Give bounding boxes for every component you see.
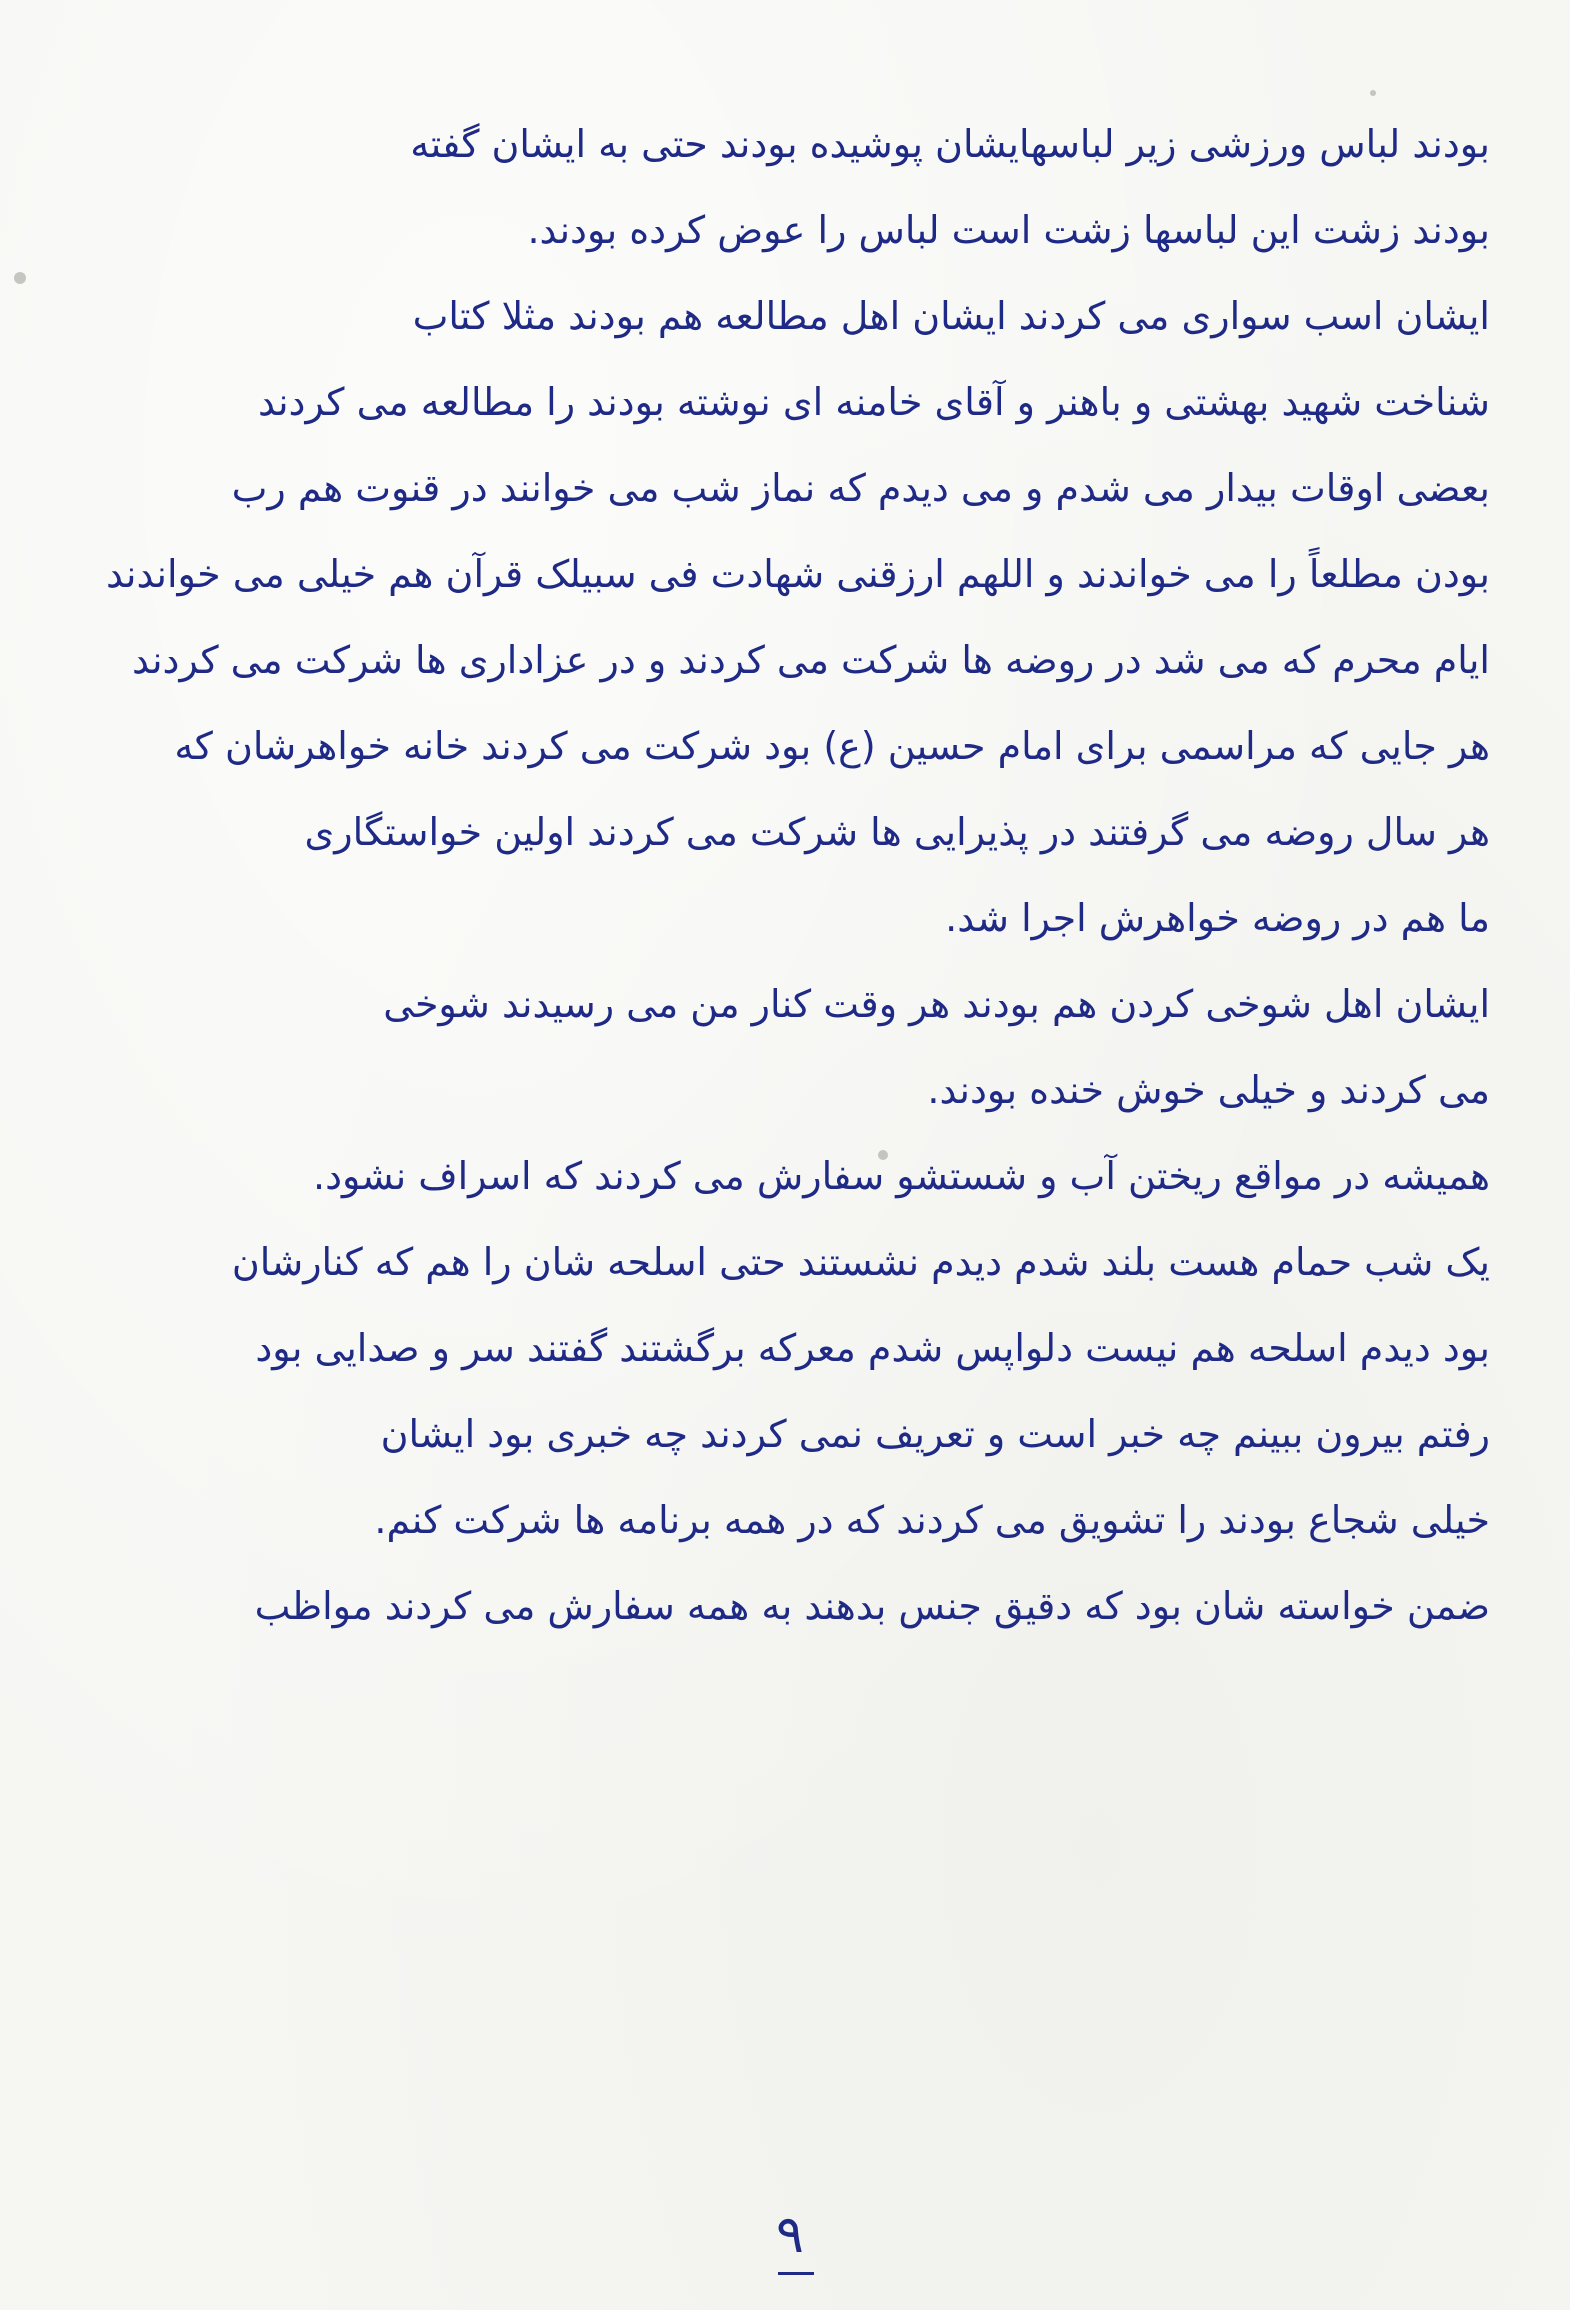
handwritten-text-body	[90, 105, 1490, 1653]
text-line	[90, 277, 1490, 355]
text-line-content: همیشه در مواقع ریختن آب و شستشو سفارش می کردند که اسراف نشود.	[313, 1154, 1490, 1198]
text-line-content: ایشان اسب سواری می کردند ایشان اهل مطالعه هم بودند مثلا کتاب	[412, 294, 1490, 338]
text-line	[90, 191, 1490, 269]
page-number-underline	[778, 2272, 814, 2275]
text-line-content: شناخت شهید بهشتی و باهنر و آقای خامنه ای نوشته بودند را مطالعه می کردند	[258, 380, 1490, 424]
text-line	[90, 879, 1490, 957]
text-line-content: ما هم در روضه خواهرش اجرا شد.	[945, 896, 1490, 940]
text-line	[90, 793, 1490, 871]
paper-speck	[14, 272, 26, 284]
text-line	[90, 1051, 1490, 1129]
text-line	[90, 965, 1490, 1043]
text-line-content: هر جایی که مراسمی برای امام حسین (ع) بود شرکت می کردند خانه خواهرشان که	[174, 724, 1490, 768]
text-line	[90, 1137, 1490, 1215]
text-line-content: ایشان اهل شوخی کردن هم بودند هر وقت کنار من می رسیدند شوخی	[383, 982, 1490, 1026]
text-line-content: بودند زشت این لباسها زشت است لباس را عوض کرده بودند.	[527, 208, 1490, 252]
text-line-content: بعضی اوقات بیدار می شدم و می دیدم که نماز شب می خوانند در قنوت هم رب	[231, 466, 1490, 510]
text-line	[90, 707, 1490, 785]
text-line	[90, 105, 1490, 183]
text-line	[90, 449, 1490, 527]
text-line	[90, 363, 1490, 441]
text-line	[90, 1567, 1490, 1645]
text-line	[90, 1395, 1490, 1473]
text-line	[90, 1309, 1490, 1387]
text-line	[90, 621, 1490, 699]
text-line-content: بودن مطلعاً را می خواندند و اللهم ارزقنی شهادت فی سبیلک قرآن هم خیلی می خواندند	[105, 552, 1490, 596]
text-line-content: یک شب حمام هست بلند شدم دیدم نشستند حتی اسلحه شان را هم که کنارشان	[231, 1240, 1490, 1284]
text-line-content: رفتم بیرون ببینم چه خبر است و تعریف نمی کردند چه خبری بود ایشان	[380, 1412, 1490, 1456]
text-line-content: بود دیدم اسلحه هم نیست دلواپس شدم معرکه برگشتند گفتند سر و صدایی بود	[255, 1326, 1490, 1370]
paper-speck	[1370, 90, 1376, 96]
text-line-content: خیلی شجاع بودند را تشویق می کردند که در همه برنامه ها شرکت کنم.	[374, 1498, 1490, 1542]
text-line-content: می کردند و خیلی خوش خنده بودند.	[927, 1068, 1490, 1112]
text-line-content: ایام محرم که می شد در روضه ها شرکت می کردند و در عزاداری ها شرکت می کردند	[132, 638, 1490, 682]
text-line-content: هر سال روضه می گرفتند در پذیرایی ها شرکت می کردند اولین خواستگاری	[304, 810, 1490, 854]
text-line-content: ضمن خواسته شان بود که دقیق جنس بدهند به همه سفارش می کردند مواظب	[254, 1584, 1490, 1628]
text-line	[90, 535, 1490, 613]
page-number: ۹	[776, 2205, 804, 2265]
text-line	[90, 1223, 1490, 1301]
text-line	[90, 1481, 1490, 1559]
text-line-content: بودند لباس ورزشی زیر لباسهایشان پوشیده بودند حتی به ایشان گفته	[410, 122, 1490, 166]
